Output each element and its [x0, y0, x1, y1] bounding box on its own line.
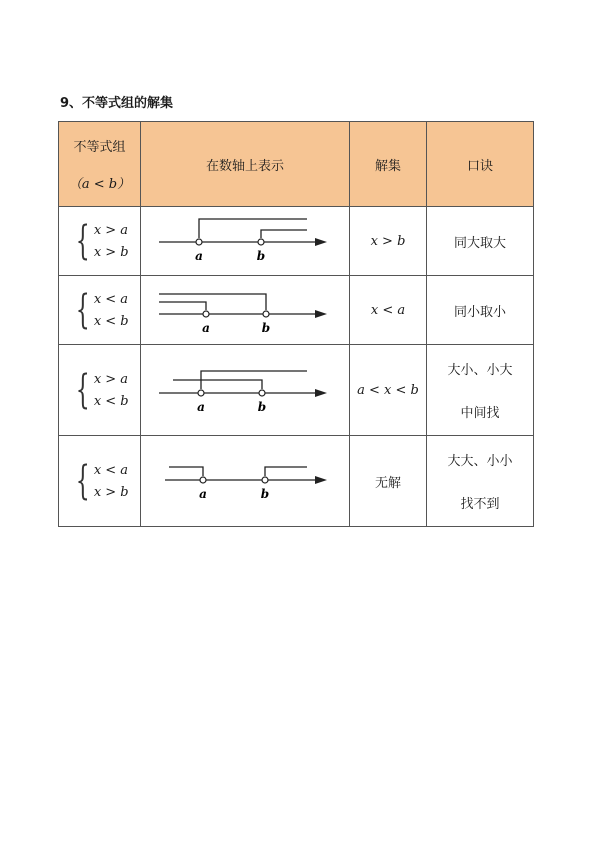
number-line-cell [141, 207, 350, 276]
ray-x-lt-b [173, 380, 262, 389]
inequality-system [70, 458, 129, 504]
tip-line: 同大取大 [453, 235, 506, 251]
number-line-cell [141, 436, 350, 527]
point-a-icon [196, 239, 202, 245]
inequality-1: x > a [93, 371, 129, 387]
system-cell [59, 436, 141, 527]
header-condition: （a < b） [68, 177, 131, 192]
tip-cell [427, 276, 534, 345]
point-b-icon [262, 477, 268, 483]
inequality-2: x < b [93, 393, 129, 409]
label-b: b [256, 249, 266, 263]
tip-cell [427, 345, 534, 436]
section-title: 9、不等式组的解集 [60, 96, 174, 111]
number-line-cell [141, 276, 350, 345]
label-b: b [257, 400, 267, 414]
inequality-system [70, 367, 129, 413]
inequality-1: x > a [93, 222, 129, 238]
header-tip: 口诀 [427, 122, 534, 207]
label-a: a [197, 400, 205, 414]
header-system: 不等式组 [73, 140, 126, 155]
solution-cell [350, 345, 427, 436]
point-a-icon [203, 311, 209, 317]
table-header-row [59, 122, 534, 207]
tip-line: 中间找 [460, 406, 500, 421]
brace-icon: { [76, 367, 91, 413]
brace-icon: { [76, 458, 91, 504]
table-row [59, 345, 534, 436]
table-row [59, 436, 534, 527]
label-b: b [260, 487, 270, 501]
tip-cell [427, 436, 534, 527]
inequality-2: x > b [93, 244, 129, 260]
system-cell [59, 276, 141, 345]
solution: 无解 [374, 475, 401, 491]
header-system-cell [59, 122, 141, 207]
number-line-cell [141, 345, 350, 436]
solution: a < x < b [357, 382, 419, 398]
solution-cell [350, 436, 427, 527]
inequality-1: x < a [93, 291, 129, 307]
table-row [59, 207, 534, 276]
tip-line: 大小、小大 [447, 363, 513, 378]
inequality-2: x < b [93, 313, 129, 329]
solution-cell [350, 207, 427, 276]
number-line-diagram [141, 345, 349, 431]
arrow-icon [315, 476, 327, 484]
table-row [59, 276, 534, 345]
solution: x < a [370, 302, 406, 318]
system-cell [59, 345, 141, 436]
label-a: a [202, 321, 210, 335]
point-a-icon [200, 477, 206, 483]
point-b-icon [259, 390, 265, 396]
header-number-line: 在数轴上表示 [141, 122, 350, 207]
solution: x > b [370, 233, 406, 249]
ray-x-gt-a [199, 219, 307, 238]
solution-cell [350, 276, 427, 345]
point-b-icon [258, 239, 264, 245]
label-a: a [199, 487, 207, 501]
ray-x-gt-b [265, 467, 307, 476]
tip-line: 大大、小小 [447, 454, 513, 469]
number-line-diagram [141, 276, 349, 340]
point-b-icon [263, 311, 269, 317]
brace-icon: { [76, 218, 91, 264]
inequality-2: x > b [93, 484, 129, 500]
number-line-diagram [141, 207, 349, 271]
inequality-system [70, 287, 129, 333]
tip-line: 同小取小 [453, 304, 506, 320]
arrow-icon [315, 310, 327, 318]
point-a-icon [198, 390, 204, 396]
brace-icon: { [76, 287, 91, 333]
inequality-1: x < a [93, 462, 129, 478]
header-solution: 解集 [350, 122, 427, 207]
tip-cell [427, 207, 534, 276]
inequality-solution-table [58, 121, 534, 527]
arrow-icon [315, 389, 327, 397]
label-b: b [261, 321, 271, 335]
label-a: a [195, 249, 203, 263]
ray-x-lt-a [169, 467, 203, 476]
system-cell [59, 207, 141, 276]
ray-x-lt-a [159, 302, 206, 310]
ray-x-gt-b [261, 230, 307, 238]
inequality-system [70, 218, 129, 264]
tip-line: 找不到 [460, 497, 500, 512]
arrow-icon [315, 238, 327, 246]
number-line-diagram [141, 436, 349, 522]
